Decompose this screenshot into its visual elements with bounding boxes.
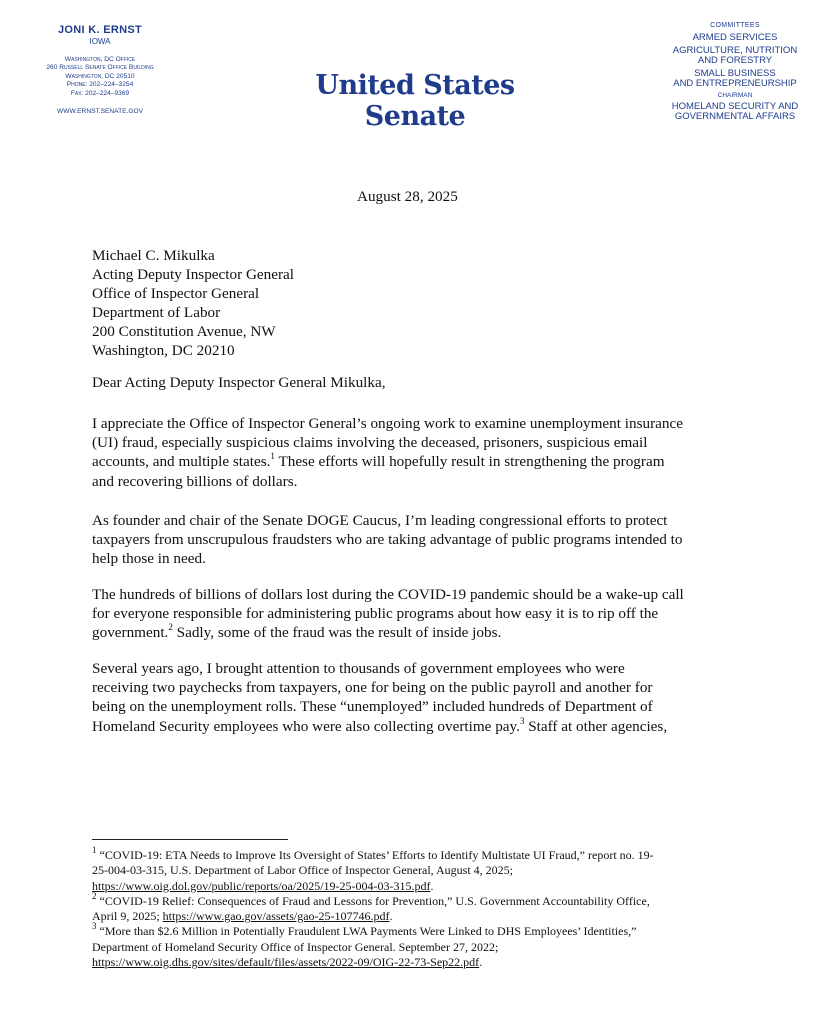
line-text: Staff at other agencies,	[524, 717, 668, 735]
footnote-line	[92, 921, 742, 939]
committees-header: COMMITTEES	[710, 22, 760, 29]
footnote-text: .	[430, 878, 434, 893]
line-text: These efforts will hopefully result in strengthening the program	[274, 453, 665, 471]
paragraph-2	[92, 511, 742, 569]
footnote-text: April 9, 2025;	[92, 909, 163, 924]
senate-masthead: United States Senate	[315, 70, 515, 132]
footnote-ref: 1	[270, 451, 275, 462]
footnote-text: “COVID-19: ETA Needs to Improve Its Oversight of States’ Efforts to Identify Multistate UI Fraud,” report no. 19-	[96, 848, 654, 862]
letterhead-left	[20, 24, 180, 115]
committee-armed-services: ARMED SERVICES	[692, 32, 778, 43]
recipient-line: Michael C. Mikulka	[92, 247, 215, 264]
paragraph-1	[92, 414, 742, 491]
paragraph-4	[92, 659, 742, 736]
paragraph-line: being on the unemployment rolls. These “unemployed” included hundreds of Department of	[92, 698, 653, 716]
line-text: Sadly, some of the fraud was the result of inside jobs.	[172, 624, 502, 642]
paragraph-line	[92, 717, 742, 736]
footnote-ref: 3	[519, 715, 525, 726]
footnote-link[interactable]: https://www.oig.dol.gov/public/reports/oa/2025/19-25-004-03-315.pdf	[92, 878, 431, 893]
chairman-label: CHAIRMAN	[717, 91, 753, 99]
line-text: Homeland Security employees who were also collecting overtime pay.	[92, 717, 520, 735]
paragraph-line: receiving two paychecks from taxpayers, one for being on the public payroll and another for	[92, 679, 653, 697]
footnote-line: 25-004-03-315, U.S. Department of Labor Office of Inspector General, August 4, 2025;	[92, 863, 514, 878]
paragraph-line	[92, 452, 742, 471]
committee-homeland-security	[650, 102, 819, 123]
committee-line: AND ENTREPRENEURSHIP	[673, 78, 797, 89]
paragraph-line: (UI) fraud, especially suspicious claims involving the deceased, prisoners, suspicious email	[92, 434, 648, 452]
committee-line: AGRICULTURE, NUTRITION	[672, 44, 798, 56]
footnote-number: 1	[92, 845, 97, 855]
paragraph-line	[92, 623, 742, 642]
footnote-text: .	[389, 909, 393, 924]
office-line: Washington, DC Office	[64, 56, 136, 63]
paragraph-3	[92, 585, 742, 643]
office-line: Washington, DC 20510	[65, 72, 135, 80]
footnote-text: .	[479, 955, 483, 970]
letter-date: August 28, 2025	[357, 188, 458, 205]
footnote-ref: 2	[168, 622, 173, 633]
salutation: Dear Acting Deputy Inspector General Mikulka,	[92, 374, 386, 391]
paragraph-line: for everyone responsible for administering public programs about how easy it is to rip off the	[92, 605, 659, 623]
footnote-line	[92, 890, 742, 909]
footnotes	[92, 845, 742, 970]
paragraph-line: help those in need.	[92, 550, 206, 568]
committee-small-business	[650, 69, 819, 90]
committee-line: AND FORESTRY	[697, 55, 773, 66]
footnote-line: Department of Homeland Security Office of Inspector General. September 27, 2022;	[92, 939, 499, 954]
recipient-line: 200 Constitution Avenue, NW	[92, 323, 276, 340]
footnote-line	[92, 845, 742, 863]
recipient-line: Department of Labor	[92, 304, 221, 321]
footnote-number: 3	[92, 921, 97, 932]
recipient-line: Office of Inspector General	[92, 285, 260, 302]
committee-line: HOMELAND SECURITY AND	[671, 100, 799, 112]
paragraph-line: As founder and chair of the Senate DOGE Caucus, I’m leading congressional efforts to protect	[92, 512, 668, 529]
office-line: 260 Russell Senate Office Building	[46, 64, 154, 72]
committee-line: SMALL BUSINESS	[694, 67, 776, 79]
committee-line: GOVERNMENTAL AFFAIRS	[674, 111, 796, 122]
footnote-divider	[92, 839, 288, 840]
paragraph-line: and recovering billions of dollars.	[92, 472, 298, 490]
footnote-line	[92, 879, 742, 894]
paragraph-line: taxpayers from unscrupulous fraudsters who are taking advantage of public programs intended to	[92, 531, 683, 549]
senator-name: JONI K. ERNST	[58, 24, 142, 36]
footnote-1	[92, 845, 742, 894]
footnote-number: 2	[92, 890, 97, 901]
line-text: accounts, and multiple states.	[92, 453, 271, 471]
footnote-text: “More than $2.6 Million in Potentially Fraudulent LWA Payments Were Linked to DHS Employees’ Identities,”	[96, 924, 637, 939]
footnote-link[interactable]: https://www.oig.dhs.gov/sites/default/files/assets/2022-09/OIG-22-73-Sep22.pdf	[92, 955, 480, 970]
footnote-text: “COVID-19 Relief: Consequences of Fraud and Lessons for Prevention,” U.S. Government Accountability Office,	[96, 893, 650, 908]
senator-state: IOWA	[89, 37, 111, 46]
paragraph-line: The hundreds of billions of dollars lost during the COVID-19 pandemic should be a wake-up call	[92, 586, 684, 603]
office-line: Fax: 202–224–9369	[70, 89, 130, 97]
senator-website: WWW.ERNST.SENATE.GOV	[57, 108, 143, 116]
committee-agriculture	[650, 46, 819, 67]
footnote-line	[92, 909, 742, 924]
office-address	[20, 56, 180, 98]
recipient-address	[92, 246, 294, 360]
paragraph-line: I appreciate the Office of Inspector General’s ongoing work to examine unemployment insurance	[92, 415, 683, 432]
office-line: Phone: 202–224–3254	[66, 81, 134, 89]
line-text: government.	[92, 624, 169, 642]
footnote-link[interactable]: https://www.gao.gov/assets/gao-25-107746.pdf	[162, 909, 390, 924]
recipient-line: Acting Deputy Inspector General	[92, 266, 295, 283]
paragraph-line: Several years ago, I brought attention to thousands of government employees who were	[92, 660, 625, 677]
footnote-line	[92, 955, 742, 970]
footnote-2	[92, 890, 742, 925]
letterhead-right	[650, 22, 819, 125]
recipient-line: Washington, DC 20210	[92, 342, 235, 359]
footnote-3	[92, 921, 742, 970]
